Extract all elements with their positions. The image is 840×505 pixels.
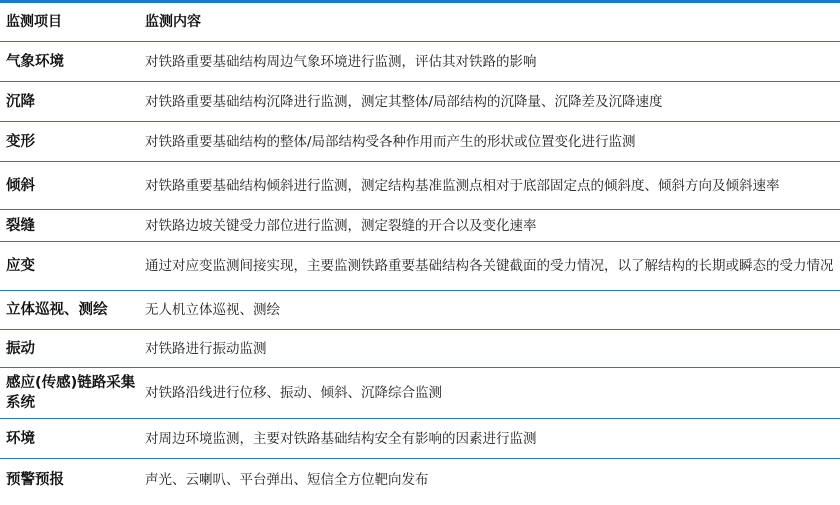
row-item: 裂缝 <box>6 217 35 234</box>
row-content: 对铁路边坡关键受力部位进行监测，测定裂缝的开合以及变化速率 <box>145 217 537 234</box>
row-content: 对铁路重要基础结构沉降进行监测，测定其整体/局部结构的沉降量、沉降差及沉降速度 <box>145 93 663 110</box>
table-row <box>0 81 840 121</box>
header-item: 监测项目 <box>6 14 62 30</box>
row-content: 通过对应变监测间接实现，主要监测铁路重要基础结构各关键截面的受力情况，以了解结构的长期或瞬态的受力情况 <box>145 258 834 274</box>
row-content: 对铁路重要基础结构周边气象环境进行监测，评估其对铁路的影响 <box>145 53 537 70</box>
table-row <box>0 209 840 241</box>
table-row <box>0 121 840 161</box>
row-item: 倾斜 <box>6 177 35 194</box>
row-content: 对铁路进行振动监测 <box>145 340 267 357</box>
row-content: 声光、云喇叭、平台弹出、短信全方位靶向发布 <box>145 471 429 488</box>
table-row <box>0 329 840 367</box>
monitoring-table <box>0 3 840 500</box>
row-item: 应变 <box>6 258 35 274</box>
row-item: 环境 <box>6 430 35 447</box>
row-item: 沉降 <box>6 93 35 110</box>
row-content: 无人机立体巡视、测绘 <box>145 302 280 318</box>
header-content: 监测内容 <box>145 14 201 30</box>
row-item: 变形 <box>6 133 35 150</box>
row-item: 预警预报 <box>6 471 64 488</box>
row-item: 立体巡视、测绘 <box>6 302 108 318</box>
table-row <box>0 161 840 209</box>
row-item: 感应(传感)链路采集系统 <box>6 375 136 411</box>
table-row <box>0 241 840 290</box>
row-content: 对铁路重要基础结构的整体/局部结构受各种作用而产生的形状或位置变化进行监测 <box>145 133 636 150</box>
row-content: 对周边环境监测，主要对铁路基础结构安全有影响的因素进行监测 <box>145 430 537 447</box>
table-row <box>0 41 840 81</box>
row-item: 振动 <box>6 340 35 357</box>
row-content: 对铁路沿线进行位移、振动、倾斜、沉降综合监测 <box>145 385 442 401</box>
table-row <box>0 418 840 458</box>
table-row <box>0 290 840 329</box>
row-item: 气象环境 <box>6 53 64 70</box>
row-content: 对铁路重要基础结构倾斜进行监测，测定结构基准监测点相对于底部固定点的倾斜度、倾斜方向及倾斜速率 <box>145 177 780 194</box>
table-row <box>0 367 840 418</box>
table-row <box>0 458 840 500</box>
table-header <box>0 3 840 41</box>
